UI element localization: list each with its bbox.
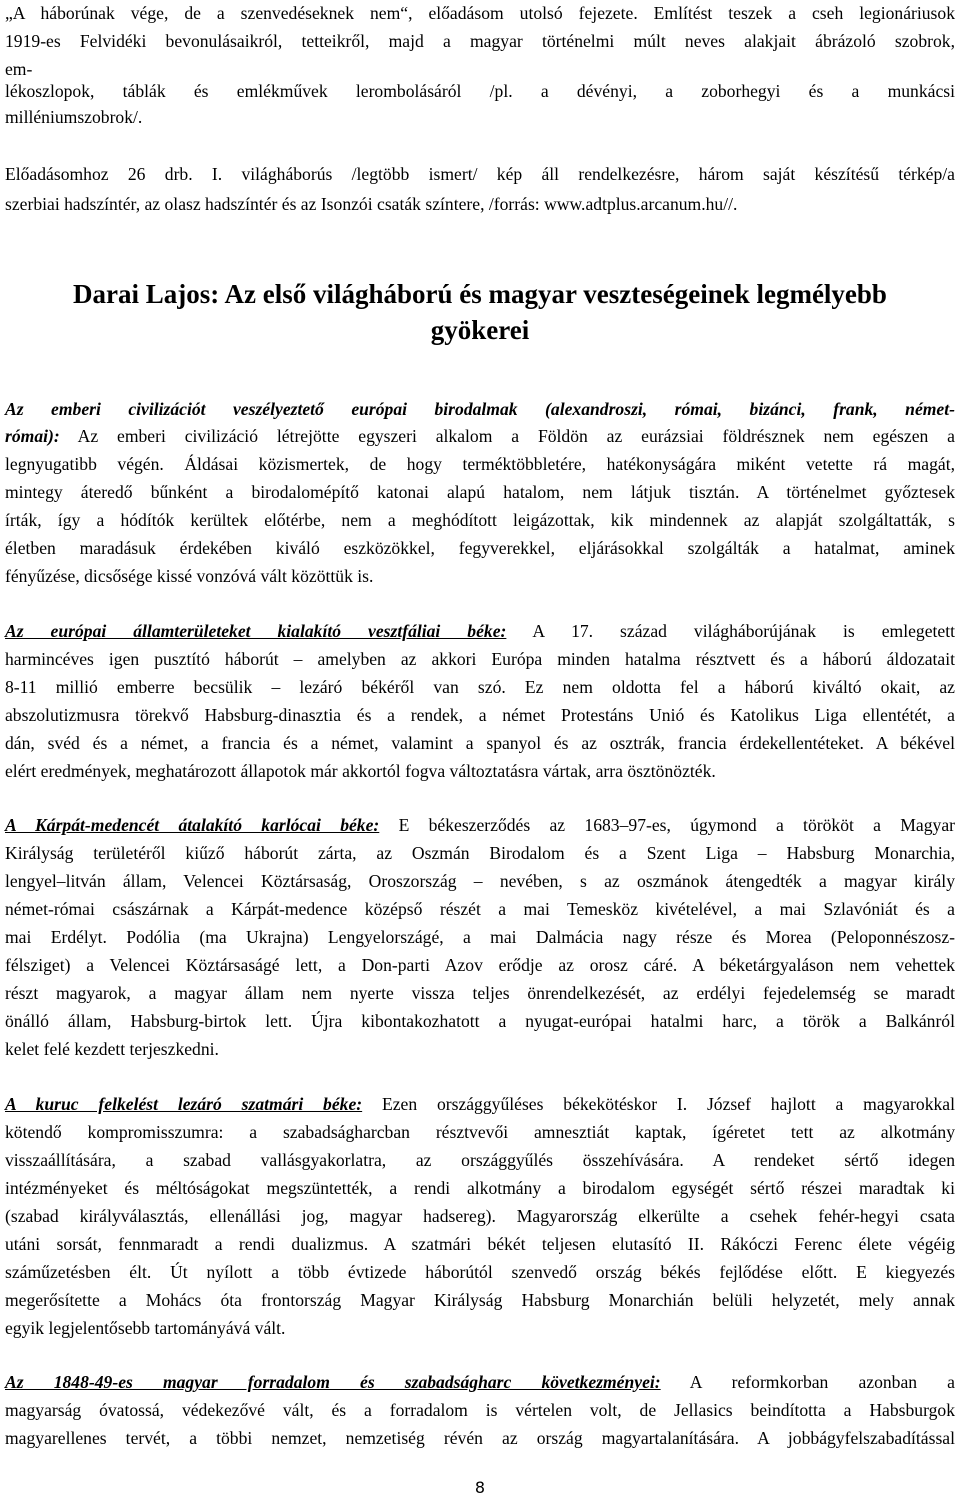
section-line [5, 1090, 955, 1118]
section-heading: római): [5, 426, 60, 446]
intro-line: „A háborúnak vége, de a szenvedéseknek nem“, előadásom utolsó fejezete. Említést teszek a cseh legionáriusok [5, 3, 955, 23]
section-heading: Az emberi civilizációt veszélyeztető európai birodalmak (alexandroszi, római, bizánci, frank, német- [5, 399, 955, 419]
section-line: mai Erdélyt. Podólia (ma Ukrajna) Lengyelországé, a mai Dalmácia nagy része és Morea (Peloponnészosz- [5, 927, 955, 947]
section-text: E békeszerződés az 1683–97-es, úgymond a törököt a Magyar [379, 815, 955, 835]
section-line [5, 422, 955, 450]
section-heading: A kuruc felkelést lezáró szatmári béke: [5, 1094, 363, 1114]
section-line: dán, svéd és a német, a francia és a német, valamint a spanyol és az osztrák, francia érdekellentéteket. A békével [5, 733, 955, 753]
section-line: intézményeket és méltóságokat megszüntették, a rendi alkotmány a birodalom egységét sértő részei maradtak ki [5, 1178, 955, 1198]
section-line: lengyel–litván állam, Velencei Köztársaság, Oroszország – nevében, s az oszmánok átengedték a magyar király [5, 871, 955, 891]
intro-line: lékoszlopok, táblák és emlékművek lerombolásáról /pl. a dévényi, a zoborhegyi és a munkácsi [5, 81, 955, 101]
section-text: Ezen országgyűléses békekötéskor I. József hajlott a magyarokkal [362, 1094, 955, 1114]
section-line: száműzetésben élt. Út nyílott a több évtizede háborútól szenvedő ország békés fejlődése előtt. E kiegyezés [5, 1262, 955, 1282]
section-line: önálló állam, Habsburg-birtok lett. Újra kibontakozhatott a nyugat-európai hatalmi harc, a török a Balkánról [5, 1011, 955, 1031]
section-line: kelet felé kezdett terjeszkedni. [5, 1039, 219, 1059]
section-line: elért eredmények, meghatározott állapotok már akkortól fogva változtatásra vártak, arra ösztönözték. [5, 761, 716, 781]
section-text: A 17. század világháborújának is emlegetett [506, 621, 955, 641]
section-heading: Az 1848-49-es magyar forradalom és szabadságharc következményei: [5, 1372, 661, 1392]
section-line: magyarság óvatossá, védekezővé vált, és a forradalom is vértelen volt, de Jellasics beindította a Habsburgok [5, 1400, 955, 1420]
section-line: életben maradásuk érdekében kiváló eszközökkel, fegyverekkel, eljárásokkal szolgálták a hatalmat, aminek [5, 538, 955, 558]
page-title-continued: gyökerei [430, 315, 530, 345]
page-number: 8 [474, 1478, 486, 1497]
section-line: német-római császárnak a Kárpát-medence középső részét a mai Temesköz kivételével, a mai Szlavóniát és a [5, 899, 955, 919]
section-line: írták, így a hódítók kerültek előtérbe, nem a meghódított leigázottak, kik mindennek az alapját szolgáltatták, s [5, 510, 955, 530]
section-line: kötendő kompromisszumra: a szabadságharcban résztvevői amnesztiát kaptak, ígéretet tett az alkotmány [5, 1122, 955, 1142]
section-line: legnyugatibb végén. Áldásai közismertek, de hogy terméktöbbletére, hatékonyságára miként vetette rá magát, [5, 454, 955, 474]
intro-line: milléniumszobrok/. [5, 107, 143, 127]
section-line: fényűzése, dicsősége kissé vonzóvá vált közöttük is. [5, 566, 374, 586]
section-heading: A Kárpát-medencét átalakító karlócai béke: [5, 815, 380, 835]
section-line: egyik legjelentősebb tartományává vált. [5, 1318, 286, 1338]
intro-line: 1919-es Felvidéki bevonulásaikról, tetteikről, majd a magyar történelmi múlt neves alakjait ábrázoló szobrok, [5, 31, 955, 51]
sources-line: Előadásomhoz 26 drb. I. világháborús /legtöbb ismert/ kép áll rendelkezésre, három saját készítésű térkép/a [5, 164, 955, 184]
section-line: részt magyarok, a magyar állam nem nyerte vissza teljes önrendelkezését, az erdélyi fejedelemség se maradt [5, 983, 955, 1003]
section-line: félsziget) a Velencei Köztársaságé lett, a Don-parti Azov erődje az orosz cáré. A béketárgyaláson nem vehettek [5, 955, 955, 975]
intro-line: em- [5, 59, 33, 79]
sources-line: szerbiai hadszíntér, az olasz hadszíntér és az Isonzói csaták színtere, /forrás: www.adtplus.arcanum.hu//. [5, 194, 738, 214]
section-line [5, 1368, 955, 1396]
section-text: Az emberi civilizáció létrejötte egyszeri alkalom a Földön az eurázsiai földrésznek nem egészen a [59, 426, 955, 446]
section-line: harmincéves igen pusztító háborút – amelyben az akkori Európa minden hatalma résztvett és a háború áldozatait [5, 649, 955, 669]
section-heading: Az európai államterületeket kialakító vesztfáliai béke: [5, 621, 507, 641]
section-text: A reformkorban azonban a [660, 1372, 955, 1392]
section-line: magyarellenes tervét, a többi nemzet, nemzetiség révén az ország magyartalanítására. A jobbágyfelszabadítással [5, 1428, 955, 1448]
section-line [5, 811, 955, 839]
section-line: abszolutizmusra törekvő Habsburg-dinasztia és a rendek, a német Protestáns Unió és Katolikus Liga ellentétét, a [5, 705, 955, 725]
section-line [5, 617, 955, 645]
section-line: visszaállítására, a szabad vallásgyakorlatra, az országgyűlés összehívására. A rendeket sértő idegen [5, 1150, 955, 1170]
page-title: Darai Lajos: Az első világháború és magyar veszteségeinek legmélyebb [73, 279, 887, 309]
section-line: (szabad királyválasztás, ellenállási jog, magyar hadsereg). Magyarország elkerülte a csehek fehér-hegyi csata [5, 1206, 955, 1226]
section-line: megerősítette a Mohács óta frontország Magyar Királyság Habsburg Monarchián belüli helyzetét, mely annak [5, 1290, 955, 1310]
section-line: Királyság területéről kiűző háborút zárta, az Oszmán Birodalom és a Szent Liga – Habsburg Monarchia, [5, 843, 955, 863]
section-line: 8-11 millió emberre becsülik – lezáró békéről van szó. Ez nem oldotta fel a háború kiváltó okait, az [5, 677, 955, 697]
section-line: mintegy áteredő bűnként a birodalomépítő katonai alapú hatalom, nem látjuk tisztán. A történelmet győztesek [5, 482, 955, 502]
section-line: utáni sorsát, fennmaradt a rendi dualizmus. A szatmári békét teljesen elutasító II. Rákóczi Ferenc élete végéig [5, 1234, 955, 1254]
